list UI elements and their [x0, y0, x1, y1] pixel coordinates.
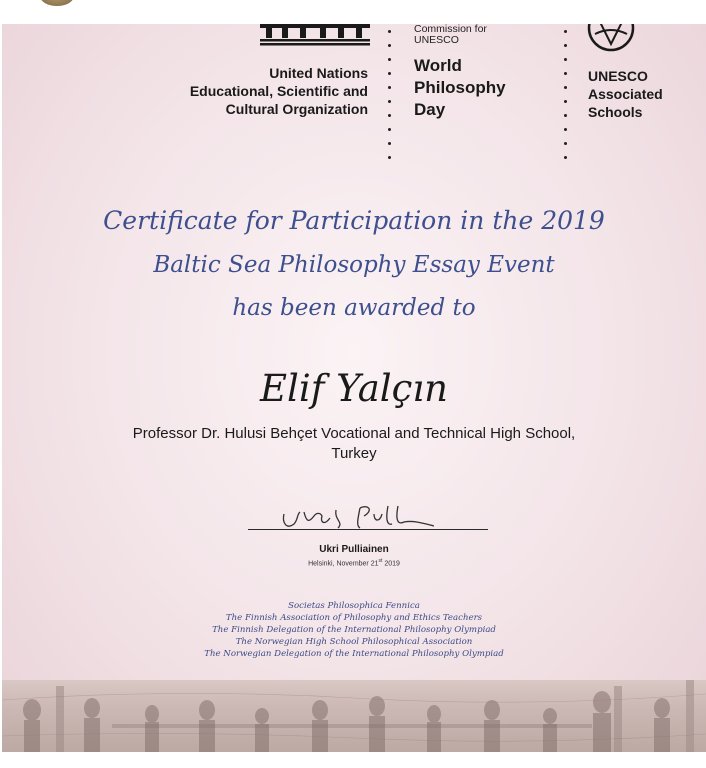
event-name: Baltic Sea Philosophy Essay Event	[153, 252, 555, 278]
organizations-list	[2, 600, 706, 660]
engraving-artwork	[2, 680, 706, 752]
organization-item: The Finnish Delegation of the International Philosophy Olympiad	[212, 625, 496, 635]
certificate	[2, 24, 706, 752]
certificate-title: Certificate for Participation in the 2019	[103, 206, 605, 235]
signature-place-date: Helsinki, November 21st 2019	[308, 558, 400, 568]
bottom-margin	[0, 752, 706, 768]
recipient-name: Elif Yalçın	[260, 367, 448, 410]
seal-icon	[40, 0, 74, 6]
globe-icon	[582, 24, 640, 52]
awarded-to-text: has been awarded to	[232, 295, 476, 321]
unesco-temple-icon	[260, 24, 370, 46]
world-philosophy-day-label: World Philosophy Day	[414, 56, 506, 119]
organization-item: The Norwegian High School Philosophical Association	[235, 637, 473, 647]
commission-label: Commission for UNESCO	[414, 24, 487, 46]
dotted-divider	[388, 30, 394, 159]
school-name: Professor Dr. Hulusi Behçet Vocational and Technical High School, Turkey	[132, 425, 576, 462]
organization-item: Societas Philosophica Fennica	[288, 601, 420, 611]
top-margin	[0, 0, 706, 24]
associated-schools-label: UNESCO Associated Schools	[588, 68, 663, 120]
organization-item: The Norwegian Delegation of the International Philosophy Olympiad	[204, 649, 504, 659]
unesco-name: United Nations Educational, Scientific and Cultural Organization	[189, 65, 368, 117]
dotted-divider	[564, 30, 570, 159]
handwritten-signature	[264, 500, 434, 532]
organization-item: The Finnish Association of Philosophy and Ethics Teachers	[225, 613, 483, 623]
signature-line	[248, 529, 488, 530]
signer-name: Ukri Pulliainen	[319, 544, 389, 555]
